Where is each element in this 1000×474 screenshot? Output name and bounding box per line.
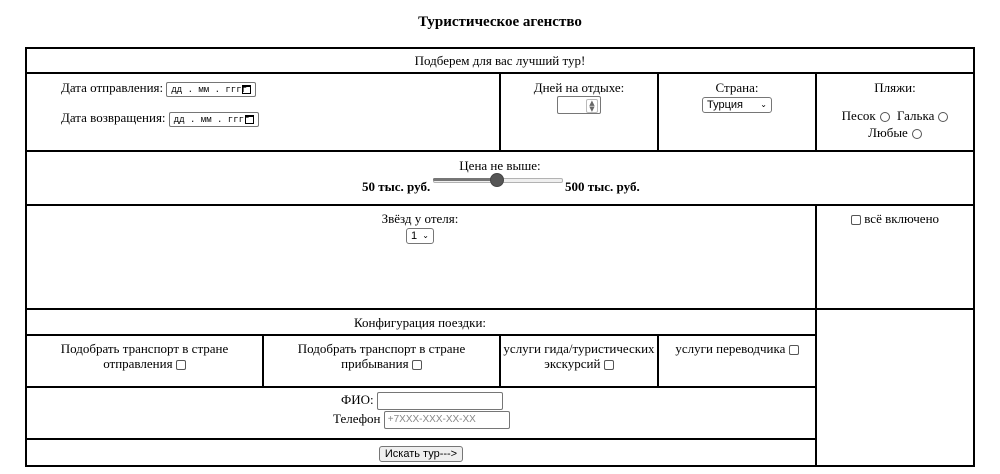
slider-thumb[interactable] [490, 173, 504, 187]
search-tour-button[interactable]: Искать тур---> [379, 446, 463, 462]
spinner-icon[interactable]: ▲ ▼ [586, 99, 598, 113]
beaches-label: Пляжи: [874, 80, 916, 95]
name-row [341, 392, 503, 410]
stars-value: 1 [411, 230, 418, 242]
beach-pebble-label: Галька [896, 108, 935, 123]
return-row [61, 110, 259, 127]
all-inclusive-checkbox[interactable] [851, 215, 861, 225]
beach-options [817, 108, 973, 124]
calendar-icon[interactable] [242, 85, 251, 94]
tour-form [25, 47, 975, 467]
config-label: Конфигурация поездки: [353, 315, 487, 330]
beach-sand-radio[interactable] [880, 112, 890, 122]
date-placeholder: дд . мм . гггг [171, 84, 248, 95]
border [815, 204, 817, 467]
stars-cell [25, 211, 815, 244]
all-inclusive-label: всё включено [864, 211, 940, 226]
search-row [25, 445, 817, 462]
return-label: Дата возвращения: [61, 110, 166, 125]
transport-departure-checkbox[interactable] [176, 360, 186, 370]
translator-checkbox[interactable] [789, 345, 799, 355]
border [25, 308, 975, 310]
guide-checkbox[interactable] [604, 360, 614, 370]
border [25, 386, 817, 388]
stars-label: Звёзд у отеля: [381, 211, 459, 226]
departure-date-input[interactable] [166, 82, 256, 97]
page-title: Туристическое агенство [418, 14, 582, 30]
country-select[interactable] [702, 97, 772, 113]
beaches-cell [817, 80, 973, 141]
price-max: 500 тыс. руб. [565, 179, 640, 194]
country-cell [659, 80, 815, 113]
departure-row [61, 80, 256, 97]
border [973, 47, 975, 467]
date-placeholder: дд . мм . гггг [173, 114, 250, 125]
price-min: 50 тыс. руб. [362, 179, 431, 194]
price-label: Цена не выше: [459, 158, 541, 173]
beach-sand-label: Песок [841, 108, 876, 123]
name-input[interactable] [377, 392, 503, 410]
border [25, 47, 975, 49]
transport-departure-cell [27, 341, 262, 371]
translator-label: услуги переводчика [675, 341, 786, 356]
transport-departure-label: Подобрать транспорт в стране отправления [60, 341, 229, 371]
transport-arrival-cell [264, 341, 499, 371]
phone-row [333, 411, 510, 429]
calendar-icon[interactable] [245, 115, 254, 124]
days-cell [501, 80, 657, 118]
country-label: Страна: [715, 80, 759, 95]
all-inclusive-row [851, 211, 939, 227]
beach-any-row [817, 125, 973, 141]
border [25, 204, 975, 206]
border [25, 334, 817, 336]
phone-input[interactable]: +7XXX-XXX-XX-XX [384, 411, 510, 429]
name-label: ФИО: [341, 392, 374, 407]
phone-label: Телефон [333, 411, 381, 426]
form-heading: Подберем для вас лучший тур! [414, 53, 586, 68]
beach-any-radio[interactable] [912, 129, 922, 139]
departure-label: Дата отправления: [61, 80, 164, 95]
beach-any-label: Любые [868, 125, 908, 140]
border [25, 438, 817, 440]
price-slider[interactable] [433, 172, 561, 188]
translator-cell [659, 341, 815, 356]
transport-arrival-label: Подобрать транспорт в стране прибывания [297, 341, 466, 371]
chevron-down-icon: ⌄ [422, 231, 429, 240]
chevron-down-icon: ⌄ [760, 100, 767, 109]
guide-label: услуги гида/туристических экскурсий [503, 341, 655, 371]
return-date-input[interactable] [169, 112, 259, 127]
guide-cell [501, 341, 657, 371]
beach-pebble-radio[interactable] [938, 112, 948, 122]
stars-select[interactable] [406, 228, 434, 244]
border [25, 465, 975, 467]
days-number-input[interactable] [557, 96, 601, 114]
country-value: Турция [707, 99, 743, 111]
slider-fill [433, 178, 497, 181]
border [25, 47, 27, 467]
transport-arrival-checkbox[interactable] [412, 360, 422, 370]
days-label: Дней на отдыхе: [533, 80, 625, 95]
